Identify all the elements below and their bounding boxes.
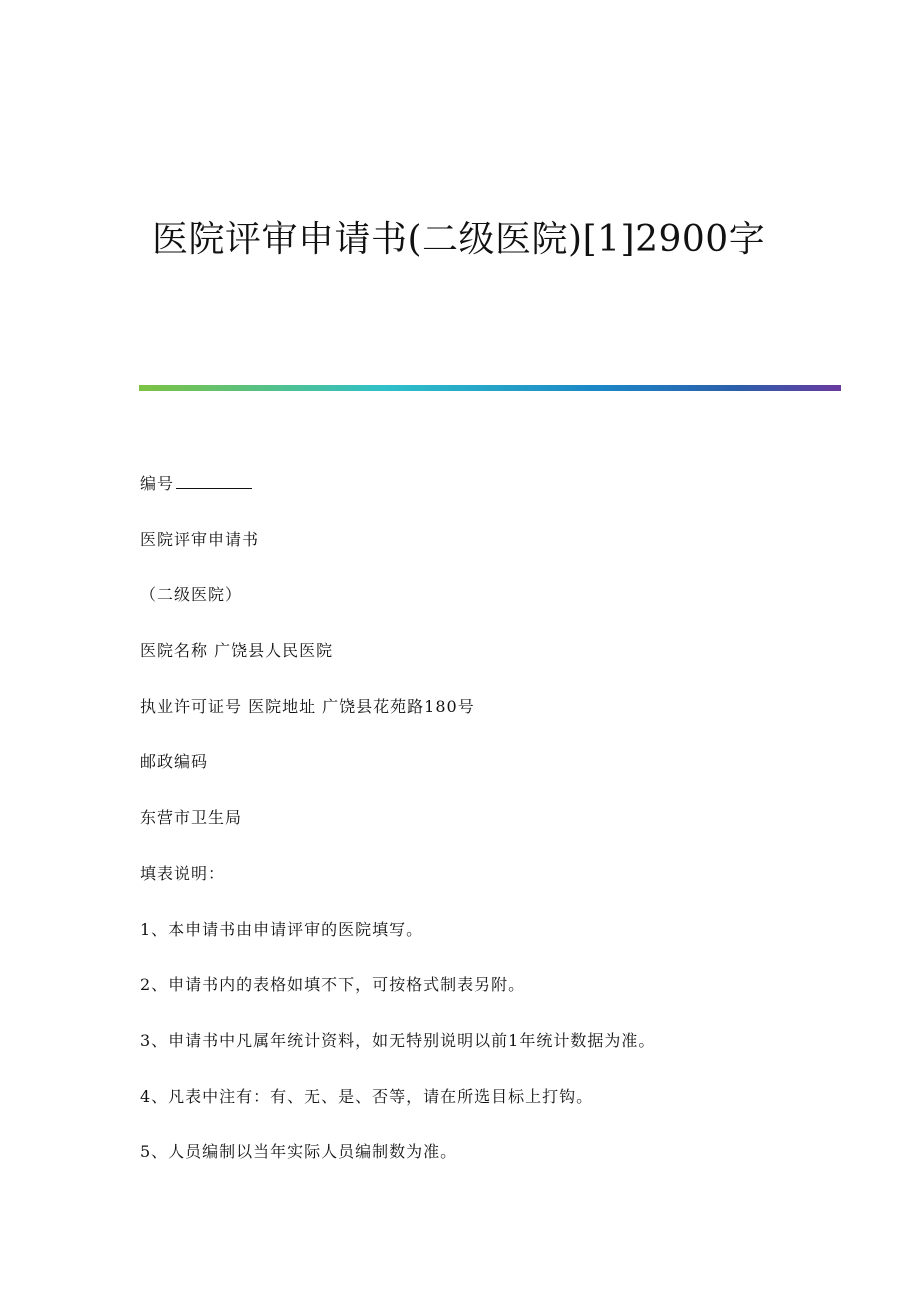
postal-code: 邮政编码 [140,752,209,772]
instruction-item: 4、凡表中注有：有、无、是、否等，请在所选目标上打钩。 [140,1086,594,1106]
instruction-item: 2、申请书内的表格如填不下，可按格式制表另附。 [140,975,526,995]
authority: 东营市卫生局 [140,808,243,828]
license-address: 执业许可证号 医院地址 广饶县花苑路180号 [140,696,475,716]
document-body [140,470,840,1194]
document-title: 医院评审申请书(二级医院)[1]2900字 [152,219,766,260]
number-field [140,470,840,498]
instruction-item: 5、人员编制以当年实际人员编制数为准。 [140,1142,458,1162]
hospital-level: （二级医院） [140,585,243,605]
number-label: 编号 [140,474,175,493]
number-blank [176,470,252,489]
instructions-heading: 填表说明： [140,863,226,883]
gradient-bar [139,385,841,391]
instruction-item: 1、本申请书由申请评审的医院填写。 [140,919,424,939]
instruction-item: 3、申请书中凡属年统计资料，如无特别说明以前1年统计数据为准。 [140,1030,656,1050]
doc-name: 医院评审申请书 [140,529,260,549]
title-divider [139,385,841,391]
hospital-name: 医院名称 广饶县人民医院 [140,641,334,661]
